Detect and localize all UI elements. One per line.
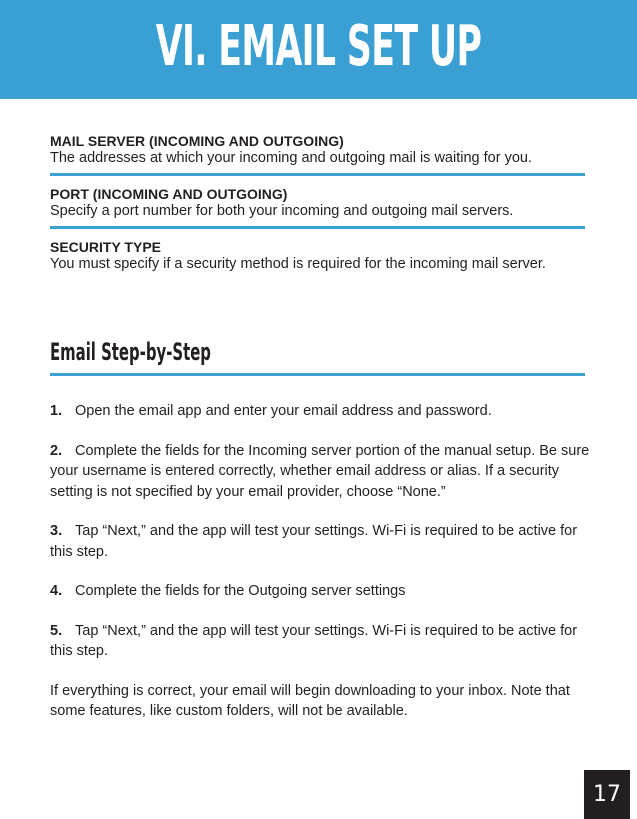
- page-title: VI. EMAIL SET UP: [155, 14, 482, 79]
- step-item: [50, 621, 590, 662]
- definition-item: [50, 239, 585, 279]
- step-item: [50, 441, 590, 503]
- steps-list: [50, 401, 590, 722]
- step-number: 3.: [50, 523, 63, 539]
- header-banner: [0, 0, 637, 99]
- definition-description: Specify a port number for both your incoming and outgoing mail servers.: [50, 203, 514, 219]
- step-item: [50, 401, 590, 422]
- definitions-list: [50, 133, 585, 289]
- step-text: Tap “Next,” and the app will test your settings. Wi-Fi is required to be active for this step.: [50, 523, 578, 560]
- section-heading-text: Email Step-by-Step: [50, 338, 211, 366]
- step-number: 1.: [50, 403, 63, 419]
- definition-term: SECURITY TYPE: [50, 239, 161, 255]
- definition-description: The addresses at which your incoming and outgoing mail is waiting for you.: [50, 150, 532, 166]
- section-heading: [50, 335, 585, 376]
- step-number: 2.: [50, 442, 63, 459]
- step-text: Complete the fields for the Outgoing server settings: [75, 583, 406, 599]
- closing-paragraph: If everything is correct, your email will begin downloading to your inbox. Note that some features, like custom folders, will not be available.: [50, 682, 570, 719]
- step-item: [50, 521, 590, 562]
- page-number-badge: 17: [584, 770, 630, 819]
- definition-item: [50, 133, 585, 176]
- step-number: 4.: [50, 583, 63, 599]
- definition-term: MAIL SERVER (INCOMING AND OUTGOING): [50, 133, 344, 149]
- definition-term: PORT (INCOMING AND OUTGOING): [50, 186, 288, 202]
- definition-item: [50, 186, 585, 229]
- step-item: [50, 581, 590, 602]
- step-number: 5.: [50, 622, 63, 639]
- definition-description: You must specify if a security method is required for the incoming mail server.: [50, 256, 546, 272]
- step-text: Tap “Next,” and the app will test your settings. Wi-Fi is required to be active for this step.: [50, 622, 578, 659]
- step-text: Open the email app and enter your email address and password.: [75, 403, 492, 419]
- step-text: Complete the fields for the Incoming server portion of the manual setup. Be sure your username is entered correctly, whether email address or alias. If a security setting is not specified by your email provider, choose “None.”: [50, 442, 590, 500]
